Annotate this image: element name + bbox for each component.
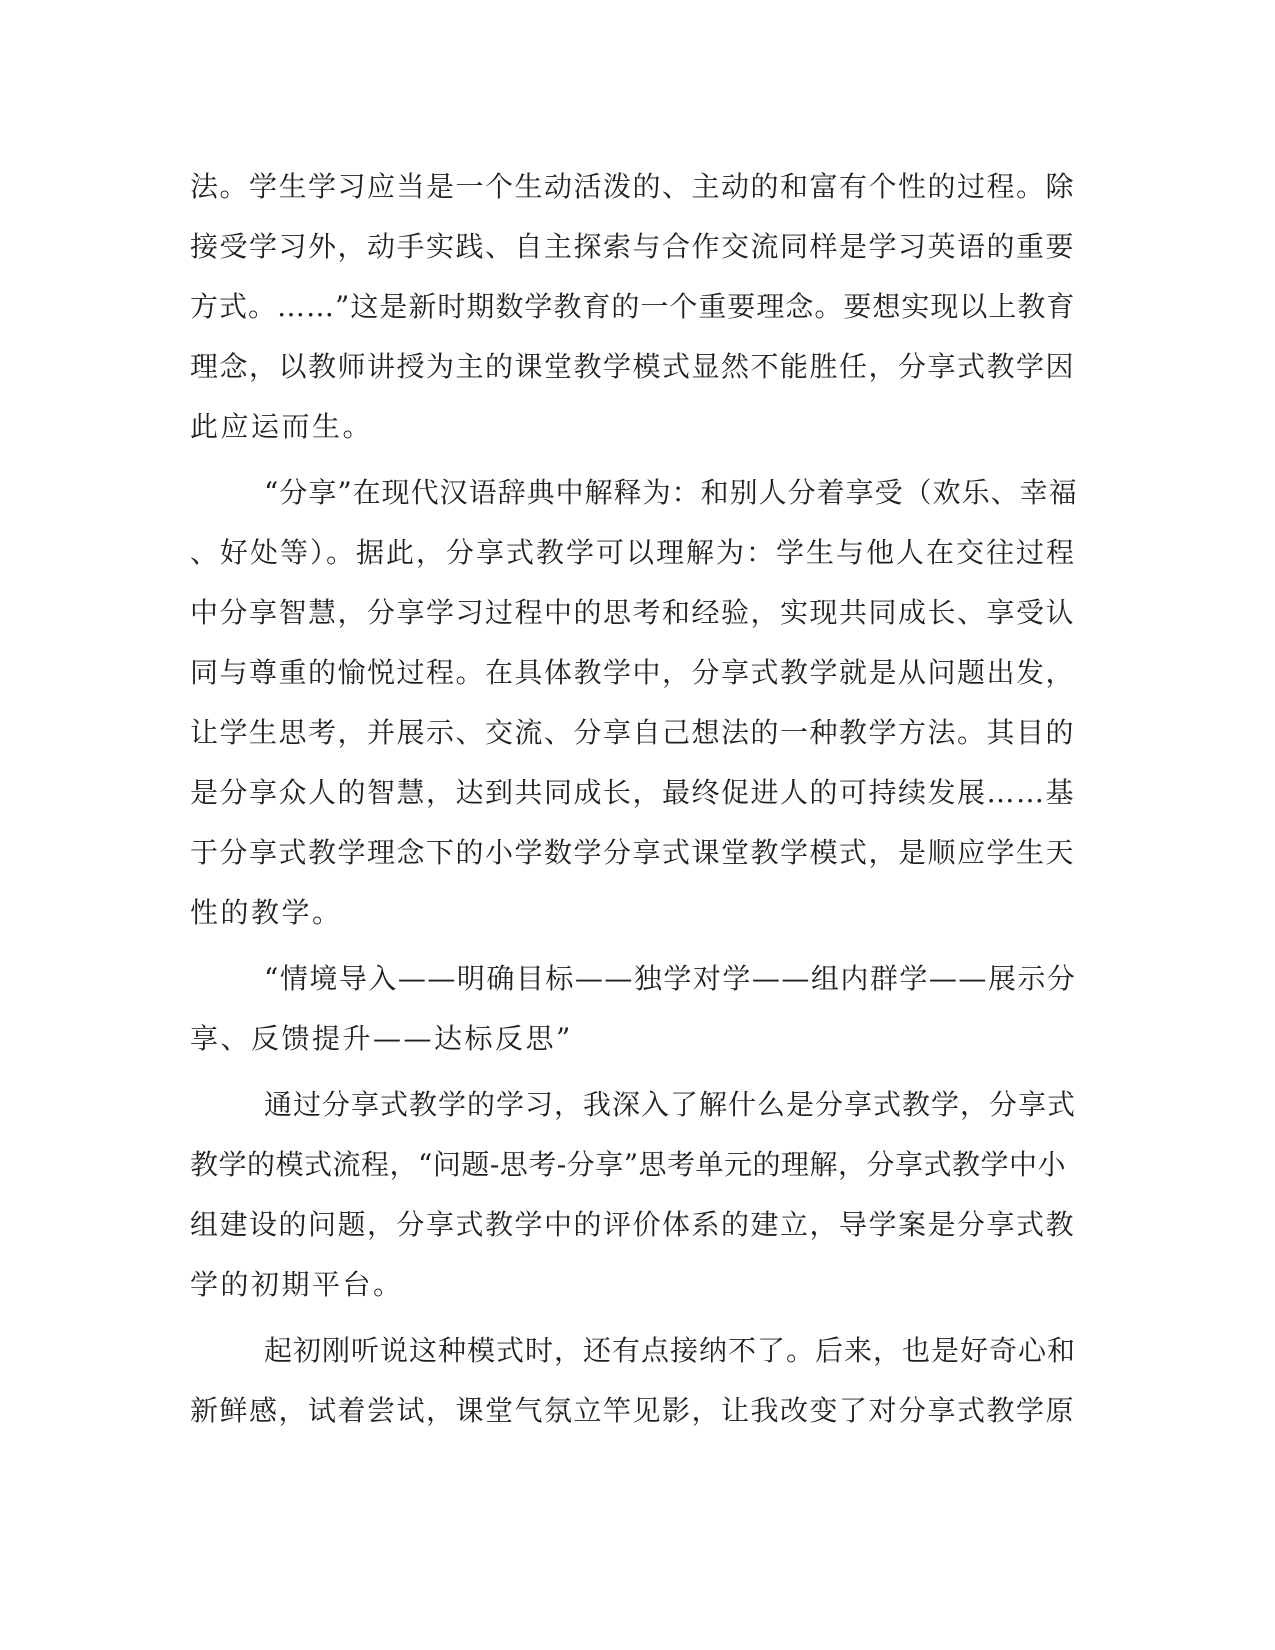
paragraph (190, 949, 1080, 1069)
paragraph (190, 1075, 1080, 1315)
text-line: 、好处等）。据此，分享式教学可以理解为：学生与他人在交往过程 (190, 536, 1077, 569)
text-line: 法。学生学习应当是一个生动活泼的、主动的和富有个性的过程。除 (190, 170, 1076, 203)
text-line: “情境导入——明确目标——独学对学——组内群学——展示分 (264, 962, 1077, 995)
text-line: 此应运而生。 (190, 410, 374, 443)
text-line: 是分享众人的智慧，达到共同成长，最终促进人的可持续发展……基 (190, 776, 1076, 809)
text-line: “分享”在现代汉语辞典中解释为：和别人分着享受（欢乐、幸福 (264, 476, 1078, 509)
text-line: 教学的模式流程，“问题-思考-分享”思考单元的理解，分享式教学中小 (190, 1148, 1067, 1181)
text-line: 于分享式教学理念下的小学数学分享式课堂教学模式，是顺应学生天 (190, 836, 1076, 869)
text-line: 组建设的问题，分享式教学中的评价体系的建立，导学案是分享式教 (190, 1208, 1076, 1241)
paragraph (190, 157, 1080, 457)
text-line: 新鲜感，试着尝试，课堂气氛立竿见影，让我改变了对分享式教学原 (190, 1394, 1076, 1427)
text-line: 通过分享式教学的学习，我深入了解什么是分享式教学，分享式 (264, 1088, 1077, 1121)
text-line: 中分享智慧，分享学习过程中的思考和经验，实现共同成长、享受认 (190, 596, 1076, 629)
text-line: 方式。……”这是新时期数学教育的一个重要理念。要想实现以上教育 (190, 290, 1076, 323)
text-line: 性的教学。 (190, 896, 343, 929)
text-line: 学的初期平台。 (190, 1268, 404, 1301)
paragraph (190, 463, 1080, 943)
text-line: 同与尊重的愉悦过程。在具体教学中，分享式教学就是从问题出发， (190, 656, 1076, 689)
body-text (190, 157, 1080, 1441)
text-line: 理念，以教师讲授为主的课堂教学模式显然不能胜任，分享式教学因 (190, 350, 1076, 383)
text-line: 享、反馈提升——达标反思” (190, 1022, 573, 1055)
text-line: 接受学习外，动手实践、自主探索与合作交流同样是学习英语的重要 (190, 230, 1076, 263)
paragraph (190, 1321, 1080, 1441)
text-line: 起初刚听说这种模式时，还有点接纳不了。后来，也是好奇心和 (264, 1334, 1077, 1367)
text-line: 让学生思考，并展示、交流、分享自己想法的一种教学方法。其目的 (190, 716, 1076, 749)
